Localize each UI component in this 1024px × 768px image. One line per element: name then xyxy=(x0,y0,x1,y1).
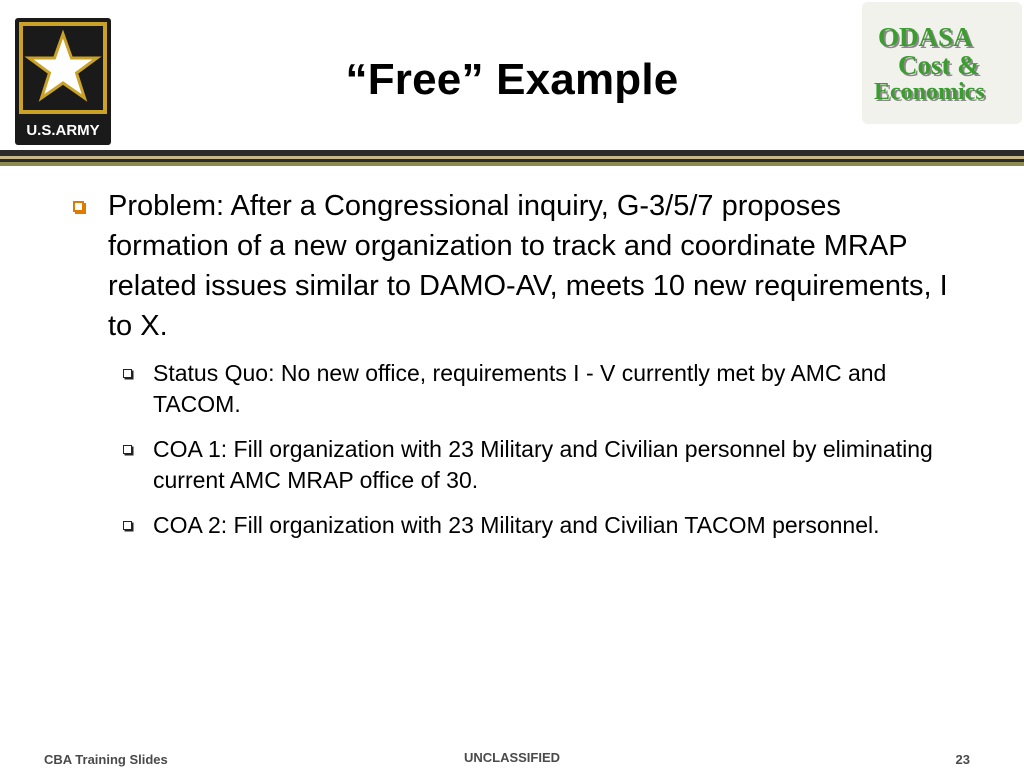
odasa-cost-economics-logo xyxy=(862,2,1022,124)
sub-bullet-coa-1: COA 1: Fill organization with 23 Military and Civilian personnel by eliminating current AMC MRAP office of 30. xyxy=(153,436,933,493)
main-bullet-text: Problem: After a Congressional inquiry, G-3/5/7 proposes formation of a new organization to track and coordinate MRAP related issues similar to DAMO-AV, meets 10 new requirements, I to X. xyxy=(108,190,948,342)
odasa-line-2: Cost & xyxy=(898,50,980,80)
square-bullet-icon xyxy=(123,445,132,454)
footer-deck-title: CBA Training Slides xyxy=(44,752,168,767)
square-bullet-icon xyxy=(73,201,84,212)
square-bullet-icon xyxy=(123,369,132,378)
army-wordmark: U.S.ARMY xyxy=(26,122,100,139)
footer-classification: UNCLASSIFIED xyxy=(463,750,561,765)
square-bullet-icon xyxy=(123,521,132,530)
sub-bullet-status-quo: Status Quo: No new office, requirements I - V currently met by AMC and TACOM. xyxy=(153,360,887,417)
odasa-line-3: Economics xyxy=(874,79,985,105)
sub-bullet-coa-2: COA 2: Fill organization with 23 Military and Civilian TACOM personnel. xyxy=(153,512,880,538)
slide-title: “Free” Example xyxy=(345,55,679,104)
odasa-line-1: ODASA xyxy=(878,22,973,52)
footer-page-number: 23 xyxy=(955,752,970,767)
header-divider-olive xyxy=(0,162,1024,166)
